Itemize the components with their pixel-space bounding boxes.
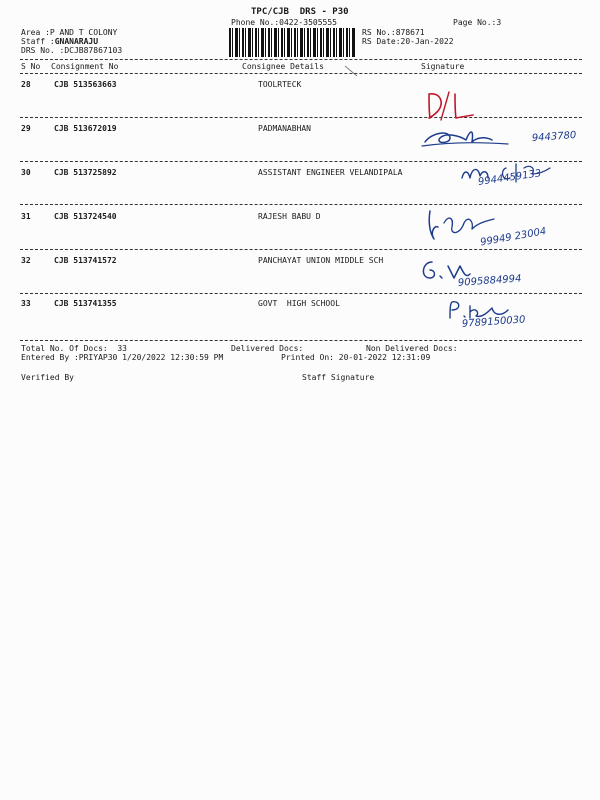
row-sno: 33 — [21, 299, 31, 308]
handwritten-phone: 9789150030 — [461, 314, 526, 330]
row-consignment-no: CJB 513724540 — [54, 212, 117, 221]
verified-by: Verified By — [21, 373, 74, 382]
document-title: TPC/CJB DRS - P30 — [251, 7, 349, 17]
divider — [20, 340, 582, 341]
row-consignee: RAJESH BABU D — [258, 212, 321, 221]
row-consignee: PADMANABHAN — [258, 124, 311, 133]
column-header-consignee: Consignee Details — [242, 62, 324, 71]
handwritten-phone: 9095884994 — [457, 273, 522, 289]
total-docs: Total No. Of Docs: 33 — [21, 344, 127, 353]
signature-padmanabhan — [420, 120, 510, 150]
staff-name: GNANARAJU — [54, 37, 99, 46]
row-consignment-no: CJB 513672019 — [54, 124, 117, 133]
row-divider — [20, 293, 582, 294]
divider — [20, 73, 582, 74]
row-sno: 28 — [21, 80, 31, 89]
column-header-consignment: Consignment No — [51, 62, 119, 71]
handwritten-phone: 99949 23004 — [479, 226, 548, 249]
rs-date: RS Date:20-Jan-2022 — [362, 37, 454, 46]
staff-label: Staff : — [21, 37, 55, 46]
row-consignee: TOOLRTECK — [258, 80, 302, 89]
row-consignment-no: CJB 513725892 — [54, 168, 117, 177]
drs-number: DRS No. :DCJB87867103 — [21, 46, 123, 55]
handwritten-phone: 9443780 — [531, 130, 577, 145]
row-consignee: ASSISTANT ENGINEER VELANDIPALA — [258, 168, 403, 177]
barcode — [229, 28, 355, 57]
column-header-sno: S No — [21, 62, 41, 71]
signature-dl — [415, 86, 485, 122]
row-sno: 29 — [21, 124, 31, 133]
row-consignment-no: CJB 513741572 — [54, 256, 117, 265]
handwritten-phone: 9944459133 — [477, 168, 542, 188]
phone-number: Phone No.:0422-3505555 — [231, 18, 337, 27]
area-label: Area :P AND T COLONY — [21, 28, 118, 37]
printed-on: Printed On: 20-01-2022 12:31:09 — [281, 353, 431, 362]
staff-signature: Staff Signature — [302, 373, 375, 382]
divider — [20, 59, 582, 60]
row-sno: 31 — [21, 212, 31, 221]
row-divider — [20, 117, 582, 118]
row-consignment-no: CJB 513563663 — [54, 80, 117, 89]
row-consignment-no: CJB 513741355 — [54, 299, 117, 308]
column-header-signature: Signature — [421, 62, 465, 71]
entered-by: Entered By :PRIYAP30 1/20/2022 12:30:59 PM — [21, 353, 224, 362]
rs-number: RS No.:878671 — [362, 28, 425, 37]
row-sno: 32 — [21, 256, 31, 265]
delivered-docs: Delivered Docs: — [231, 344, 304, 353]
row-consignee: PANCHAYAT UNION MIDDLE SCH — [258, 256, 384, 265]
page-number: Page No.:3 — [453, 18, 502, 27]
non-delivered-docs: Non Delivered Docs: — [366, 344, 458, 353]
row-sno: 30 — [21, 168, 31, 177]
row-consignee: GOVT HIGH SCHOOL — [258, 299, 340, 308]
